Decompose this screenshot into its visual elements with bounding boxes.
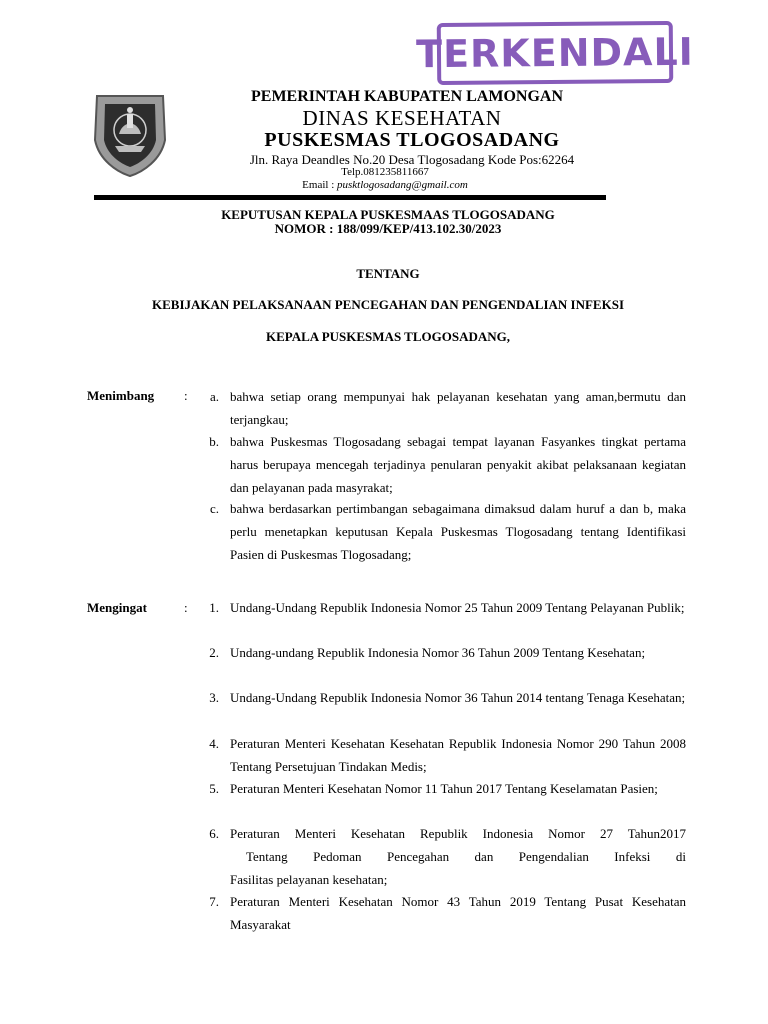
decree-subject: KEBIJAKAN PELAKSANAAN PENCEGAHAN DAN PENGENDALIAN INFEKSI bbox=[151, 297, 625, 312]
menimbang-label: Menimbang bbox=[87, 388, 155, 403]
mengingat-label: Mengingat bbox=[87, 600, 147, 615]
mengingat-colon: : bbox=[184, 600, 188, 615]
mengingat-mark-3: 3. bbox=[209, 690, 219, 705]
menimbang-item-b: bahwa Puskesmas Tlogosadang sebagai tempat layanan Fasyankes tingkat pertama harus berupaya mencegah terjadinya penularan penyakit akibat pelaksanaan kegiatan dan pelayanan pada masyrakat; bbox=[230, 434, 686, 495]
menimbang-colon: : bbox=[184, 388, 188, 403]
mengingat-item-6: Peraturan Menteri Kesehatan Republik Indonesia Nomor 27 Tahun2017 bbox=[230, 826, 686, 841]
mengingat-mark-5: 5. bbox=[209, 781, 219, 796]
mengingat-item-1: Undang-Undang Republik Indonesia Nomor 25 Tahun 2009 Tentang Pelayanan Publik; bbox=[230, 600, 685, 615]
header-government: PEMERINTAH KABUPATEN LAMONGAN bbox=[251, 88, 563, 105]
header-address: Jln. Raya Deandles No.20 Desa Tlogosadang Kode Pos:62264 bbox=[249, 152, 575, 167]
decree-number: NOMOR : 188/099/KEP/413.102.30/2023 bbox=[274, 221, 502, 236]
header-phone: Telp.081235811667 bbox=[341, 166, 429, 178]
mengingat-mark-2: 2. bbox=[209, 645, 219, 660]
mengingat-item-6-line2: Tentang Pedoman Pencegahan dan Pengendalian Infeksi di bbox=[246, 849, 686, 864]
menimbang-mark-c: c. bbox=[209, 501, 219, 516]
header-agency: DINAS KESEHATAN bbox=[302, 106, 502, 130]
letterhead-divider bbox=[94, 195, 606, 200]
mengingat-mark-4: 4. bbox=[209, 736, 219, 751]
mengingat-item-7: Peraturan Menteri Kesehatan Nomor 43 Tahun 2019 Tentang Pusat Kesehatan Masyarakat bbox=[230, 894, 686, 932]
mengingat-item-6-line3: Fasilitas pelayanan kesehatan; bbox=[230, 872, 388, 887]
mengingat-mark-1: 1. bbox=[209, 600, 219, 615]
menimbang-mark-b: b. bbox=[209, 434, 219, 449]
email-label: Email : bbox=[302, 179, 337, 191]
menimbang-item-c: bahwa berdasarkan pertimbangan sebagaimana dimaksud dalam huruf a dan b, maka perlu menetapkan keputusan Kepala Puskesmas Tlogosadang tentang Identifikasi Pasien di Puskesmas Tlogosadang; bbox=[230, 501, 686, 562]
decree-title: KEPUTUSAN KEPALA PUSKESMAAS TLOGOSADANG bbox=[221, 207, 555, 222]
mengingat-item-2: Undang-undang Republik Indonesia Nomor 36 Tahun 2009 Tentang Kesehatan; bbox=[230, 645, 646, 660]
menimbang-mark-a: a. bbox=[209, 389, 219, 404]
mengingat-item-5: Peraturan Menteri Kesehatan Nomor 11 Tahun 2017 Tentang Keselamatan Pasien; bbox=[230, 781, 658, 796]
mengingat-item-4: Peraturan Menteri Kesehatan Kesehatan Republik Indonesia Nomor 290 Tahun 2008 Tentang Persetujuan Tindakan Medis; bbox=[230, 736, 686, 774]
mengingat-mark-6: 6. bbox=[209, 826, 219, 841]
header-puskesmas: PUSKESMAS TLOGOSADANG bbox=[264, 129, 560, 151]
terkendali-stamp: TERKENDALI bbox=[437, 21, 674, 85]
decree-about: TENTANG bbox=[356, 266, 420, 281]
header-email bbox=[230, 179, 540, 191]
mengingat-mark-7: 7. bbox=[209, 894, 219, 909]
email-address: pusktlogosadang@gmail.com bbox=[337, 179, 468, 191]
decree-issuer: KEPALA PUSKESMAS TLOGOSADANG, bbox=[265, 329, 511, 344]
mengingat-item-3: Undang-Undang Republik Indonesia Nomor 36 Tahun 2014 tentang Tenaga Kesehatan; bbox=[230, 690, 686, 705]
menimbang-item-a: bahwa setiap orang mempunyai hak pelayanan kesehatan yang aman,bermutu dan terjangkau; bbox=[230, 389, 686, 427]
